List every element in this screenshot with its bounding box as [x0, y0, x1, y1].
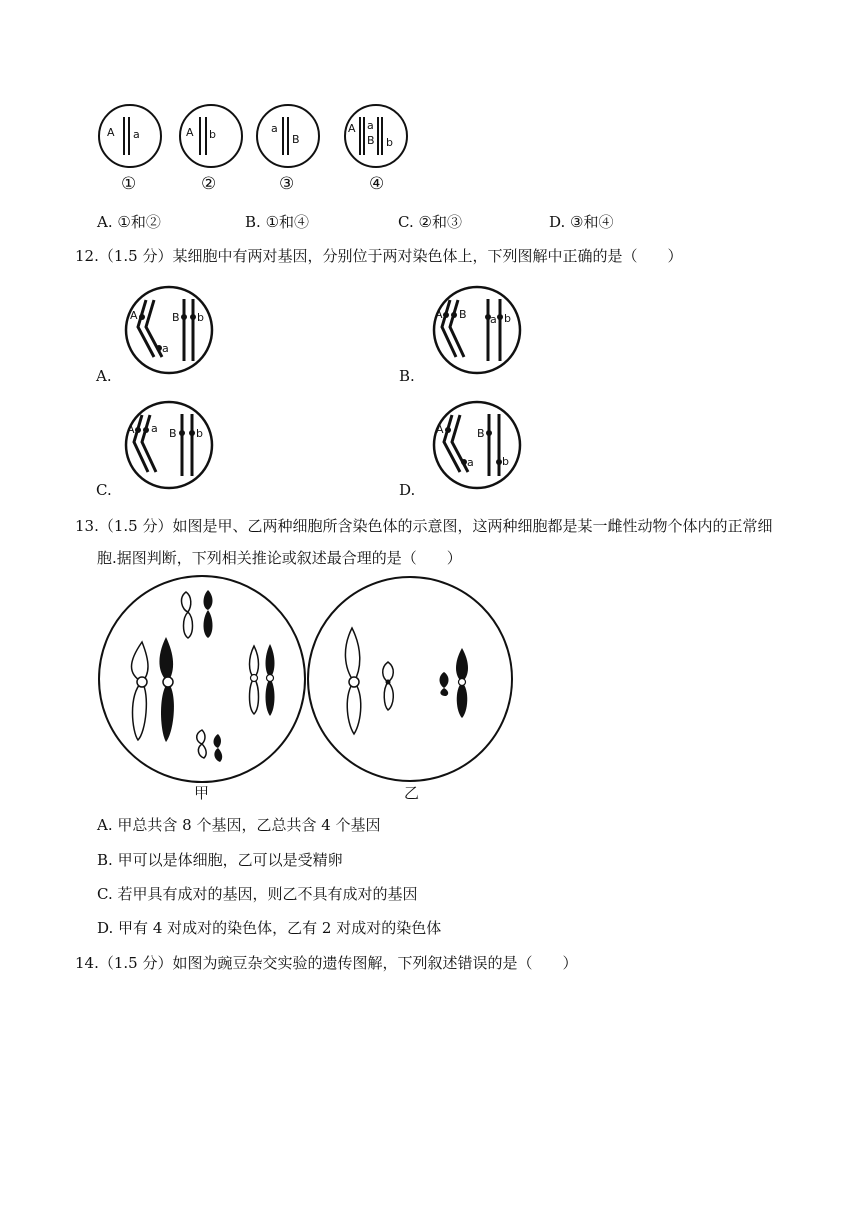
q11-cell-2-left-gene: A — [186, 126, 194, 139]
q11-cell-4-gene-B: B — [367, 134, 375, 147]
q13-cell-yi — [306, 582, 516, 782]
q13-yi-black-chromosomes — [440, 648, 469, 718]
q11-cell-2 — [178, 103, 248, 173]
q14-stem: 14.（1.5 分）如图为豌豆杂交实验的遗传图解，下列叙述错误的是（ ） — [75, 954, 578, 972]
q13-jia-small-pair — [197, 730, 222, 762]
q13-option-a-letter: A. — [97, 816, 113, 834]
q11-option-d-text: ③和④ — [570, 213, 614, 231]
q13-option-a-text: 甲总共含 8 个基因，乙总共含 4 个基因 — [117, 816, 381, 834]
q13-option-d-text: 甲有 4 对成对的染色体，乙有 2 对成对的染色体 — [118, 919, 442, 937]
q12-a-gene-B: B — [172, 311, 180, 324]
q13-jia-large-pair — [132, 637, 174, 742]
q11-cell-4 — [343, 103, 413, 173]
q12-a-gene-a: a — [162, 342, 169, 355]
q11-option-c-letter: C. — [398, 213, 414, 231]
q12-option-a-diagram[interactable] — [124, 285, 224, 385]
q11-option-d[interactable] — [549, 212, 614, 232]
q13-option-c-text: 若甲具有成对的基因，则乙不具有成对的基因 — [117, 885, 418, 903]
q11-option-c-text: ②和③ — [418, 213, 462, 231]
q11-cell-3-right-gene: B — [292, 133, 300, 146]
q13-option-a[interactable] — [97, 815, 381, 835]
q12-b-gene-b: b — [504, 312, 511, 325]
q12-d-gene-A: A — [436, 423, 444, 436]
q12-option-b-diagram[interactable] — [432, 285, 532, 385]
q12-c-gene-B: B — [169, 427, 177, 440]
q11-cell-4-gene-b: b — [386, 136, 393, 149]
q11-cell-3-left-gene: a — [271, 122, 278, 135]
q13-yi-large-chromosome — [345, 628, 360, 734]
q13-cell-jia — [98, 582, 308, 782]
q13-option-b-letter: B. — [97, 851, 113, 869]
q12-b-gene-B: B — [459, 308, 467, 321]
q12-option-c-letter[interactable]: C. — [96, 481, 112, 499]
q11-option-c[interactable] — [398, 212, 462, 232]
q11-cell-1 — [97, 103, 167, 173]
q11-option-b-text: ①和④ — [265, 213, 310, 231]
q13-option-b[interactable] — [97, 850, 343, 870]
q12-d-gene-b: b — [502, 455, 509, 468]
q11-cell-1-left-gene: A — [107, 126, 115, 139]
q13-stem-line-1: 13.（1.5 分）如图是甲、乙两种细胞所含染色体的示意图，这两种细胞都是某一雌性动物个体内的正常细 — [75, 517, 773, 535]
q11-cell-4-left-gene: A — [348, 122, 356, 135]
q13-option-b-text: 甲可以是体细胞，乙可以是受精卵 — [117, 851, 343, 869]
q12-option-d-diagram[interactable] — [432, 400, 532, 500]
q13-jia-right-pair — [250, 644, 275, 716]
q13-yi-small-chromosome — [383, 662, 394, 710]
q12-stem: 12.（1.5 分）某细胞中有两对基因，分别位于两对染色体上，下列图解中正确的是（ ） — [75, 247, 683, 265]
q11-cell-4-gene-a: a — [367, 119, 374, 132]
q13-option-c[interactable] — [97, 884, 418, 904]
q13-cell-label-jia: 甲 — [194, 784, 210, 802]
q11-option-a-text: ①和② — [117, 213, 161, 231]
q13-cell-label-yi: 乙 — [404, 784, 420, 802]
q12-a-gene-A: A — [130, 309, 138, 322]
q12-option-b-letter[interactable]: B. — [399, 367, 415, 385]
q11-option-b-letter: B. — [245, 213, 261, 231]
q11-cell-4-number: ④ — [369, 174, 385, 194]
q11-option-d-letter: D. — [549, 213, 566, 231]
q13-jia-top-pair — [182, 590, 213, 638]
q12-d-gene-B: B — [477, 427, 485, 440]
q13-stem-line-2: 胞.据图判断，下列相关推论或叙述最合理的是（ ） — [97, 549, 462, 567]
q11-option-b[interactable] — [245, 212, 309, 232]
q12-c-gene-A: A — [127, 423, 135, 436]
q11-option-a[interactable] — [97, 212, 161, 232]
q11-cell-1-number: ① — [121, 174, 137, 194]
q12-c-gene-b: b — [196, 427, 203, 440]
q12-b-gene-a: a — [490, 313, 497, 326]
q11-cell-3 — [255, 103, 325, 173]
q12-option-d-letter[interactable]: D. — [399, 481, 416, 499]
q11-option-a-letter: A. — [97, 213, 113, 231]
q11-cell-2-number: ② — [201, 174, 217, 194]
q12-c-gene-a: a — [151, 422, 158, 435]
q11-cell-2-right-gene: b — [209, 128, 216, 141]
q12-b-gene-A: A — [435, 308, 443, 321]
q11-cell-3-number: ③ — [279, 174, 295, 194]
q13-option-c-letter: C. — [97, 885, 113, 903]
q13-option-d[interactable] — [97, 918, 441, 938]
q13-option-d-letter: D. — [97, 919, 114, 937]
q12-a-gene-b: b — [197, 311, 204, 324]
q12-d-gene-a: a — [467, 456, 474, 469]
q12-option-c-diagram[interactable] — [124, 400, 224, 500]
q12-option-a-letter[interactable]: A. — [96, 367, 112, 385]
q11-cell-1-right-gene: a — [133, 128, 140, 141]
